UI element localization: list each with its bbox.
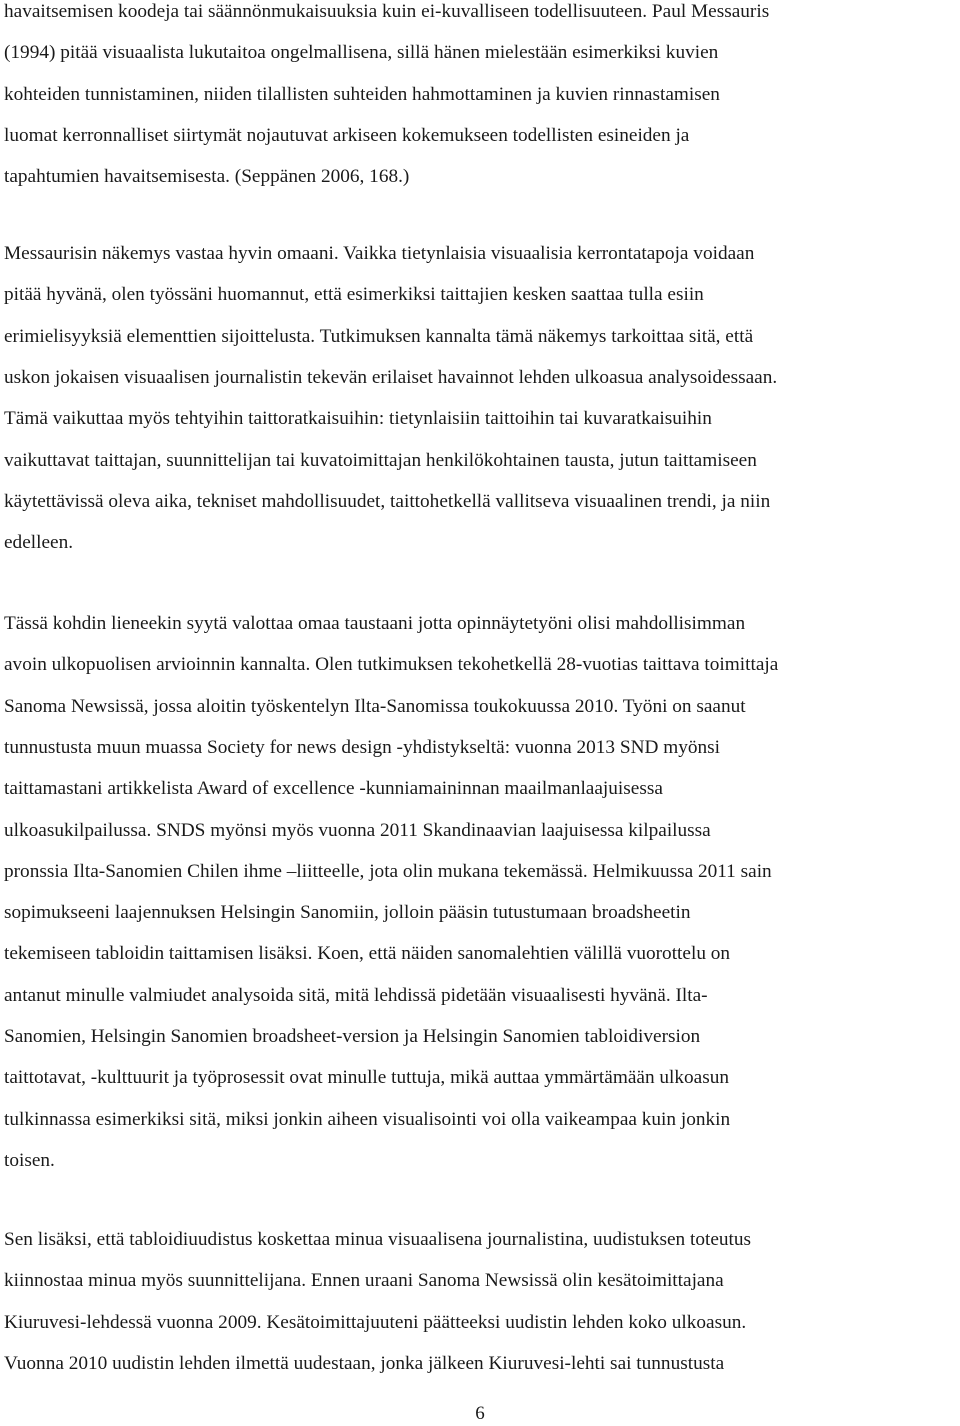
text-line: pronssia Ilta-Sanomien Chilen ihme –liitteelle, jota olin mukana tekemässä. Helmikuussa 2011 sain: [4, 860, 772, 882]
text-line: uskon jokaisen visuaalisen journalistin tekevän erilaiset havainnot lehden ulkoasua analysoidessaan.: [4, 366, 778, 388]
text-line: havaitsemisen koodeja tai säännönmukaisuuksia kuin ei-kuvalliseen todellisuuteen. Paul Messauris: [4, 1, 770, 22]
text-line: tapahtumien havaitsemisesta. (Seppänen 2006, 168.): [4, 166, 410, 188]
text-line: luomat kerronnalliset siirtymät nojautuvat arkiseen kokemukseen todellisten esineiden ja: [4, 124, 690, 146]
text-line: kohteiden tunnistaminen, niiden tilallisten suhteiden hahmottaminen ja kuvien rinnastamisen: [4, 83, 720, 105]
text-line: ulkoasukilpailussa. SNDS myönsi myös vuonna 2011 Skandinaavian laajuisessa kilpailussa: [4, 819, 711, 841]
text-line: käytettävissä oleva aika, tekniset mahdollisuudet, taittohetkellä vallitseva visuaalinen trendi, ja niin: [4, 490, 771, 512]
text-line: edelleen.: [4, 532, 74, 554]
text-line: taittotavat, -kulttuurit ja työprosessit ovat minulle tuttuja, mikä auttaa ymmärtämään ulkoasun: [4, 1067, 730, 1089]
text-line: tekemiseen tabloidin taittamisen lisäksi. Koen, että näiden sanomalehtien välillä vuorottelu on: [4, 943, 731, 965]
text-line: Messaurisin näkemys vastaa hyvin omaani. Vaikka tietynlaisia visuaalisia kerrontatapoja voidaan: [4, 243, 755, 264]
text-line: tunnustusta muun muassa Society for news design -yhdistykseltä: vuonna 2013 SND myönsi: [4, 736, 721, 758]
page-number: 6: [475, 1403, 485, 1424]
text-line: taittamastani artikkelista Award of excellence -kunniamaininnan maailmanlaajuisessa: [4, 778, 663, 800]
text-line: sopimukseeni laajennuksen Helsingin Sanomiin, jolloin pääsin tutustumaan broadsheetin: [4, 902, 691, 924]
text-line: tulkinnassa esimerkiksi sitä, miksi jonkin aiheen visualisointi voi olla vaikeampaa kuin jonkin: [4, 1108, 731, 1130]
text-line: Tämä vaikuttaa myös tehtyihin taittoratkaisuihin: tietynlaisiin taittoihin tai kuvaratkaisuihin: [4, 408, 712, 430]
text-line: erimielisyyksiä elementtien sijoittelusta. Tutkimuksen kannalta tämä näkemys tarkoittaa sitä, että: [4, 325, 754, 347]
text-line: Sanomien, Helsingin Sanomien broadsheet-version ja Helsingin Sanomien tabloidiversion: [4, 1026, 701, 1047]
text-line: vaikuttavat taittajan, suunnittelijan tai kuvatoimittajan henkilökohtainen tausta, jutun taittamiseen: [4, 449, 757, 471]
text-line: antanut minulle valmiudet analysoida sitä, mitä lehdissä pidetään visuaalisesti hyvänä. Ilta-: [4, 984, 708, 1006]
text-line: kiinnostaa minua myös suunnittelijana. Ennen uraani Sanoma Newsissä olin kesätoimittajana: [4, 1270, 724, 1292]
text-line: Sen lisäksi, että tabloidiuudistus koskettaa minua visuaalisena journalistina, uudistuksen toteutus: [4, 1229, 752, 1250]
text-line: Sanoma Newsissä, jossa aloitin työskentelyn Ilta-Sanomissa toukokuussa 2010. Työni on saanut: [4, 695, 746, 717]
text-line: Vuonna 2010 uudistin lehden ilmettä uudestaan, jonka jälkeen Kiuruvesi-lehti sai tunnustusta: [4, 1352, 725, 1374]
text-line: toisen.: [4, 1149, 55, 1171]
text-line: Kiuruvesi-lehdessä vuonna 2009. Kesätoimittajuuteni päätteeksi uudistin lehden koko ulkoasun.: [4, 1311, 747, 1333]
text-line: Tässä kohdin lieneekin syytä valottaa omaa taustaani jotta opinnäytetyöni olisi mahdollisimman: [4, 613, 746, 634]
text-line: pitää hyvänä, olen työssäni huomannut, että esimerkiksi taittajien kesken saattaa tulla esiin: [4, 284, 704, 306]
text-line: avoin ulkopuolisen arvioinnin kannalta. Olen tutkimuksen tekohetkellä 28-vuotias taittava toimittaja: [4, 654, 779, 676]
text-line: (1994) pitää visuaalista lukutaitoa ongelmallisena, sillä hänen mielestään esimerkiksi kuvien: [4, 42, 719, 64]
